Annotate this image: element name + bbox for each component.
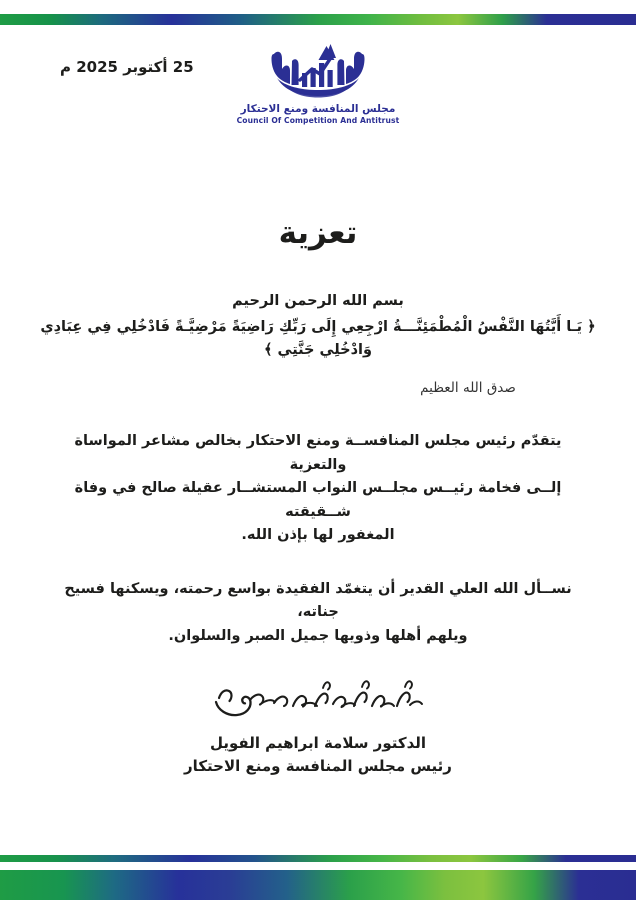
document-header <box>0 40 636 150</box>
logo-name-arabic: مجلس المنافسة ومنع الاحتكار <box>240 103 396 115</box>
signatory-position: رئيس مجلس المنافسة ومنع الاحتكار <box>184 757 452 776</box>
scripture-block <box>0 291 636 396</box>
quran-verse <box>40 316 596 362</box>
council-logo <box>218 40 418 125</box>
page-title: تعزية <box>278 215 358 251</box>
top-gradient-bar <box>0 14 636 25</box>
document-body <box>0 215 636 779</box>
attestation-row <box>0 380 636 396</box>
calligraphy-icon <box>205 676 431 724</box>
bottom-gradient-bar-thick <box>0 870 636 900</box>
paragraph-2-line-1: نســأل الله العلي القدير أن يتغمّد الفقيدة بواسع رحمته، ويسكنها فسيح جناته، <box>64 580 572 621</box>
council-hands-arrow-chart-logo-icon <box>264 40 372 102</box>
basmala-text: بسم الله الرحمن الرحيم <box>232 293 404 309</box>
paragraph-2-line-2: ويلهم أهلها وذويها جميل الصبر والسلوان. <box>168 627 468 644</box>
signature-block <box>0 732 636 779</box>
condolence-paragraph-1 <box>48 430 588 547</box>
logo-name-english: Council Of Competition And Antitrust <box>236 116 400 125</box>
paragraph-1-line-2: إلــى فخامة رئيــس مجلــس النواب المستشــار عقيلة صالح في وفاة شــقيقته <box>74 480 562 520</box>
paragraph-1-line-1: يتقدّم رئيس مجلس المنافســة ومنع الاحتكار بخالص مشاعر المواساة والتعزية <box>74 433 562 473</box>
condolence-paragraph-2 <box>48 578 588 648</box>
verse-line-2: وَادْخُلِي جَنَّتِي ﴾ <box>263 341 372 358</box>
document-date: 25 أكتوبر 2025 م <box>60 58 194 76</box>
signatory-name: الدكتور سلامة ابراهيم الفويل <box>209 734 427 752</box>
calligraphy-inna-lillah <box>0 674 636 726</box>
paragraph-1-line-3: المغفور لها بإذن الله. <box>241 527 395 544</box>
verse-line-1: ﴿ يَـا أَيَّتُهَا النَّفْسُ الْمُطْمَئِنَّـــةُ ارْجِعِي إِلَى رَبِّكِ رَاضِيَةً مَرْضِيَّـةً فَادْخُلِي فِي عِبَادِي <box>40 318 596 335</box>
bottom-gradient-bar-thin <box>0 855 636 862</box>
attestation-text: صدق الله العظيم <box>420 380 516 397</box>
